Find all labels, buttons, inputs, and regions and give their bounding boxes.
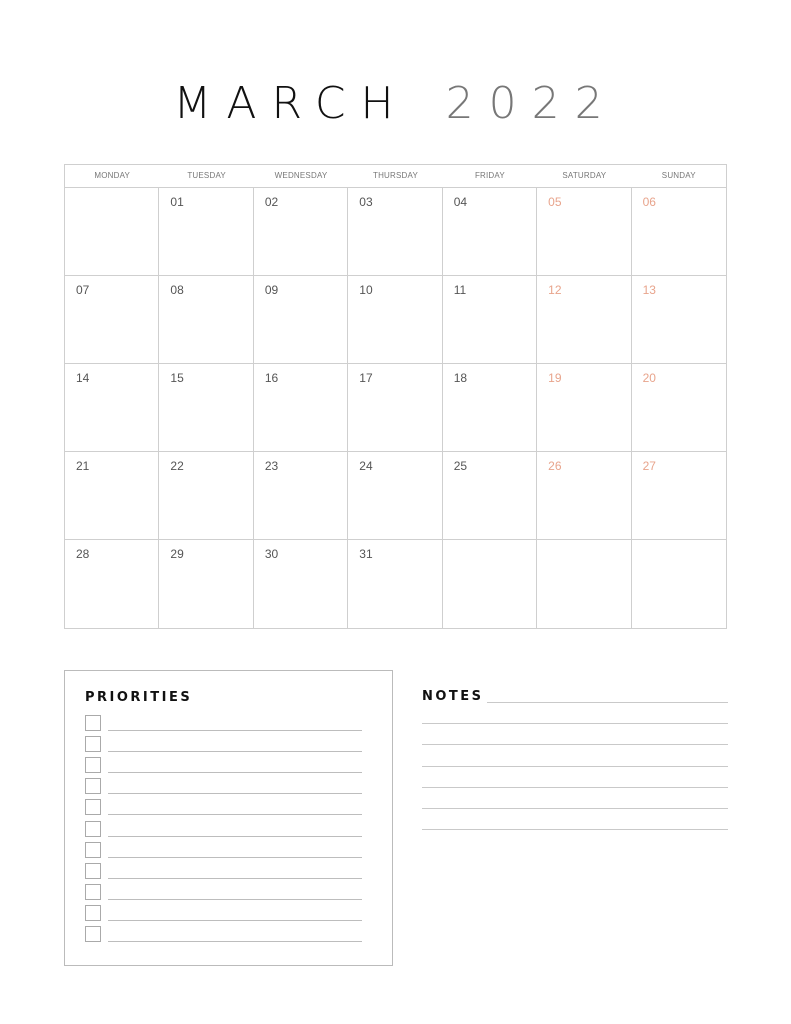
day-number: 01 xyxy=(170,195,184,209)
day-cell[interactable] xyxy=(443,188,537,276)
priority-item xyxy=(85,799,365,817)
day-cell[interactable] xyxy=(348,188,442,276)
priority-line[interactable] xyxy=(108,899,362,900)
priority-line[interactable] xyxy=(108,772,362,773)
page-title xyxy=(0,78,791,138)
day-number: 08 xyxy=(170,283,184,297)
priority-item xyxy=(85,863,365,881)
priority-line[interactable] xyxy=(108,857,362,858)
day-cell[interactable] xyxy=(254,540,348,628)
priority-item xyxy=(85,715,365,733)
day-number: 03 xyxy=(359,195,373,209)
day-cell[interactable] xyxy=(537,540,631,628)
day-number: 05 xyxy=(548,195,562,209)
day-cell[interactable] xyxy=(348,540,442,628)
day-cell[interactable] xyxy=(632,188,726,276)
day-number: 04 xyxy=(453,195,468,209)
day-cell[interactable] xyxy=(443,540,537,628)
priority-line[interactable] xyxy=(108,920,362,921)
day-number: 09 xyxy=(264,283,279,297)
priority-line[interactable] xyxy=(108,793,362,794)
notes-line[interactable] xyxy=(422,808,728,809)
day-cell[interactable] xyxy=(632,452,726,540)
priority-checkbox[interactable] xyxy=(85,905,101,921)
notes-line[interactable] xyxy=(422,829,728,830)
day-number: 06 xyxy=(642,195,656,209)
priority-line[interactable] xyxy=(108,814,362,815)
priority-item xyxy=(85,884,365,902)
day-number: 29 xyxy=(170,547,184,561)
priority-item xyxy=(85,778,365,796)
weekday-header-saturday: SATURDAY xyxy=(562,171,607,180)
priority-checkbox[interactable] xyxy=(85,799,101,815)
priority-line[interactable] xyxy=(108,730,362,731)
day-number: 27 xyxy=(642,459,656,473)
priority-item xyxy=(85,757,365,775)
weekday-header-monday: MONDAY xyxy=(94,171,131,180)
weekday-header-thursday: THURSDAY xyxy=(372,171,418,180)
day-number: 14 xyxy=(76,371,90,385)
day-cell[interactable] xyxy=(159,364,253,452)
day-number: 24 xyxy=(359,459,373,473)
weekday-header-tuesday: TUESDAY xyxy=(187,171,226,180)
day-cell[interactable] xyxy=(443,276,537,364)
day-cell[interactable] xyxy=(65,452,159,540)
priority-checkbox[interactable] xyxy=(85,884,101,900)
priority-checkbox[interactable] xyxy=(85,926,101,942)
day-cell[interactable] xyxy=(159,540,253,628)
day-cell[interactable] xyxy=(443,364,537,452)
day-number: 30 xyxy=(264,547,279,561)
notes-line[interactable] xyxy=(487,702,728,703)
day-cell[interactable] xyxy=(254,188,348,276)
day-number: 19 xyxy=(548,371,562,385)
day-cell[interactable] xyxy=(159,452,253,540)
day-number: 11 xyxy=(453,283,467,297)
day-cell[interactable] xyxy=(254,452,348,540)
priority-checkbox[interactable] xyxy=(85,842,101,858)
notes-line[interactable] xyxy=(422,787,728,788)
day-number: 10 xyxy=(359,283,373,297)
priority-item xyxy=(85,905,365,923)
priority-line[interactable] xyxy=(108,941,362,942)
day-number: 21 xyxy=(76,459,90,473)
day-number: 26 xyxy=(548,459,562,473)
day-cell[interactable] xyxy=(65,188,159,276)
notes-line[interactable] xyxy=(422,723,728,724)
day-cell[interactable] xyxy=(348,364,442,452)
priority-checkbox[interactable] xyxy=(85,757,101,773)
day-number: 07 xyxy=(76,283,90,297)
day-cell[interactable] xyxy=(254,276,348,364)
day-number: 22 xyxy=(170,459,184,473)
day-cell[interactable] xyxy=(632,540,726,628)
weekday-header-wednesday: WEDNESDAY xyxy=(274,171,328,180)
day-number: 25 xyxy=(453,459,468,473)
priority-checkbox[interactable] xyxy=(85,715,101,731)
day-cell[interactable] xyxy=(348,276,442,364)
priority-line[interactable] xyxy=(108,878,362,879)
day-cell[interactable] xyxy=(65,364,159,452)
day-cell[interactable] xyxy=(348,452,442,540)
day-cell[interactable] xyxy=(537,452,631,540)
notes-title: NOTES xyxy=(422,689,484,704)
priorities-panel xyxy=(64,670,393,966)
weekday-header-row xyxy=(65,165,726,188)
priority-item xyxy=(85,926,365,944)
priority-checkbox[interactable] xyxy=(85,778,101,794)
day-number: 13 xyxy=(642,283,656,297)
weekday-header-sunday: SUNDAY xyxy=(661,171,696,180)
title-month: MARCH xyxy=(173,78,409,129)
weekday-header-friday: FRIDAY xyxy=(474,171,505,180)
title-year: 2022 xyxy=(445,78,618,129)
day-number: 23 xyxy=(264,459,279,473)
day-number: 18 xyxy=(453,371,468,385)
day-cell[interactable] xyxy=(443,452,537,540)
day-cell[interactable] xyxy=(159,188,253,276)
day-number: 31 xyxy=(359,547,373,561)
day-cell[interactable] xyxy=(632,364,726,452)
day-cell[interactable] xyxy=(159,276,253,364)
calendar-grid xyxy=(64,164,727,629)
priorities-title: PRIORITIES xyxy=(85,690,193,705)
priority-checkbox[interactable] xyxy=(85,736,101,752)
day-cell[interactable] xyxy=(537,276,631,364)
day-number: 17 xyxy=(359,371,373,385)
day-cell[interactable] xyxy=(65,540,159,628)
day-cell[interactable] xyxy=(537,364,631,452)
priority-item xyxy=(85,842,365,860)
notes-line[interactable] xyxy=(422,744,728,745)
day-cell[interactable] xyxy=(537,188,631,276)
priority-checkbox[interactable] xyxy=(85,821,101,837)
day-cell[interactable] xyxy=(65,276,159,364)
day-cell[interactable] xyxy=(632,276,726,364)
day-number: 02 xyxy=(264,195,279,209)
priority-line[interactable] xyxy=(108,836,362,837)
notes-line[interactable] xyxy=(422,766,728,767)
priority-checkbox[interactable] xyxy=(85,863,101,879)
priority-item xyxy=(85,821,365,839)
priority-line[interactable] xyxy=(108,751,362,752)
priority-item xyxy=(85,736,365,754)
day-number: 15 xyxy=(170,371,184,385)
day-number: 16 xyxy=(264,371,279,385)
day-cell[interactable] xyxy=(254,364,348,452)
day-number: 12 xyxy=(548,283,562,297)
day-number: 28 xyxy=(76,547,90,561)
day-number: 20 xyxy=(642,371,656,385)
